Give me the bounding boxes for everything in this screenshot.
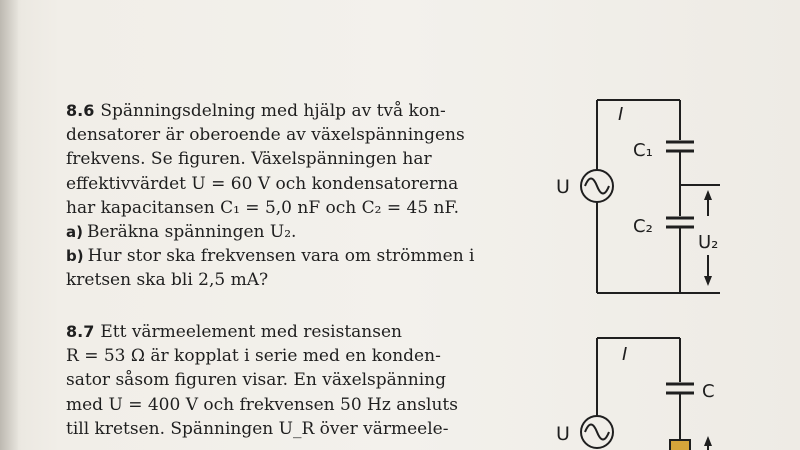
arrow-down-icon — [704, 276, 712, 286]
resistor-element — [670, 440, 690, 450]
current-label: I — [618, 104, 624, 125]
problem-number: 8.6 — [66, 101, 95, 120]
subquestion-label: b) — [66, 247, 84, 266]
subquestion-text: Beräkna spänningen U₂. — [86, 222, 297, 243]
c1-label: C₁ — [633, 140, 653, 161]
c-label: C — [702, 381, 715, 402]
text-line: kretsen ska bli 2,5 mA? — [66, 270, 269, 291]
text-line: Ett värmeelement med resistansen — [100, 322, 402, 342]
current-label: I — [622, 344, 628, 365]
subquestion-label: a) — [66, 223, 83, 242]
u2-label: U₂ — [698, 232, 719, 253]
arrow-up-icon — [704, 436, 712, 446]
problem-number: 8.7 — [66, 322, 95, 341]
text-line: densatorer är oberoende av växelspänningens — [66, 125, 465, 146]
problem-8-7 — [66, 320, 536, 441]
text-line: effektivvärdet U = 60 V och kondensatorerna — [66, 173, 459, 194]
problem-8-6 — [66, 99, 536, 293]
text-line: R = 53 Ω är kopplat i serie med en konden- — [66, 346, 441, 367]
source-label: U — [556, 176, 570, 198]
text-line: Spänningsdelning med hjälp av två kon- — [100, 101, 446, 121]
text-line: har kapacitansen C₁ = 5,0 nF och C₂ = 45 nF. — [66, 197, 460, 218]
text-line: till kretsen. Spänningen U_R över värmeele- — [66, 418, 449, 439]
arrow-up-icon — [704, 190, 712, 200]
text-line: sator såsom figuren visar. En växelspänning — [66, 370, 446, 391]
page-binding-shadow — [0, 0, 18, 450]
text-line: frekvens. Se figuren. Växelspänningen har — [66, 149, 432, 170]
circuit-diagram-8-7 — [540, 330, 760, 450]
text-line: med U = 400 V och frekvensen 50 Hz ansluts — [66, 394, 458, 415]
circuit-diagram-8-6 — [540, 90, 760, 310]
c2-label: C₂ — [633, 216, 653, 237]
source-label: U — [556, 423, 570, 445]
subquestion-text: Hur stor ska frekvensen vara om strömmen i — [87, 246, 475, 267]
